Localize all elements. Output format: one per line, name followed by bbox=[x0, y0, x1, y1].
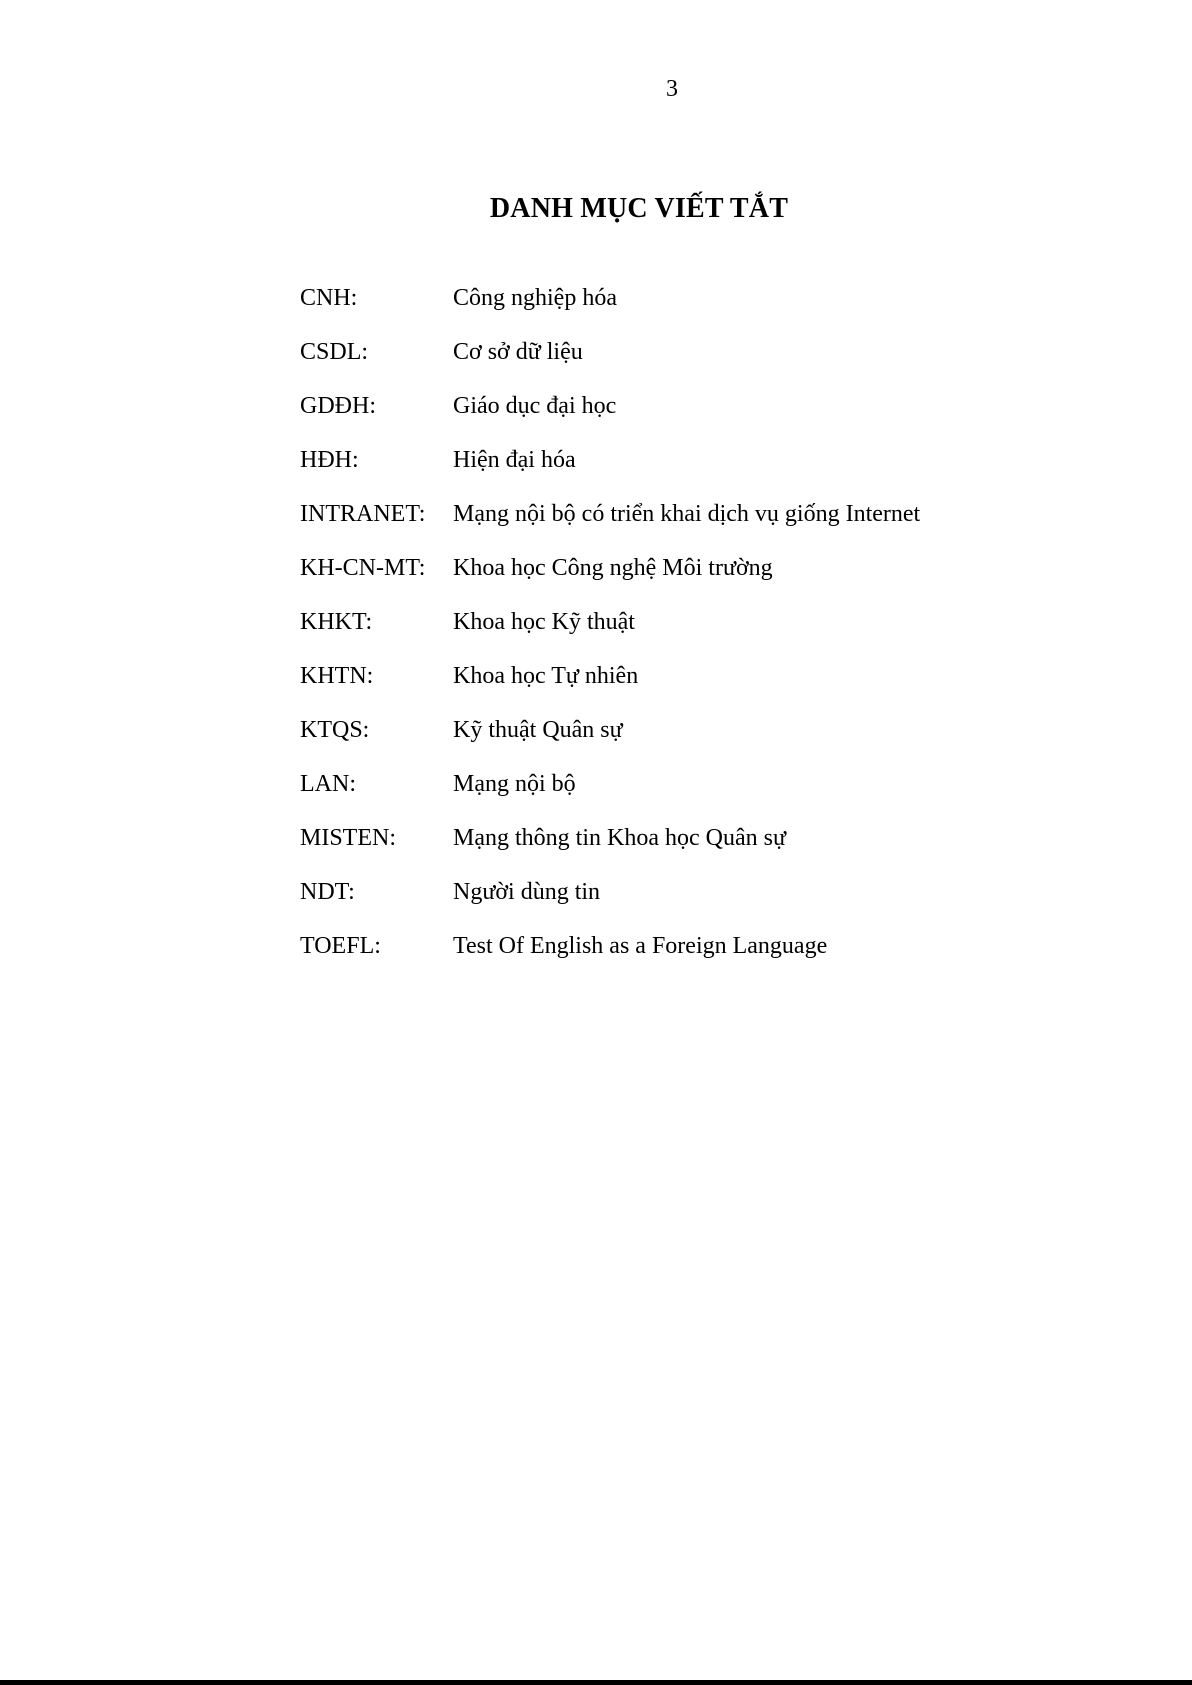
abbreviation-definition: Hiện đại hóa bbox=[453, 447, 576, 473]
abbreviation-definition: Khoa học Tự nhiên bbox=[453, 663, 639, 689]
abbreviation-term: HĐH: bbox=[300, 447, 359, 473]
list-item bbox=[300, 499, 1080, 553]
abbreviation-definition: Test Of English as a Foreign Language bbox=[453, 933, 828, 959]
abbreviation-definition: Cơ sở dữ liệu bbox=[453, 339, 583, 365]
list-item bbox=[300, 877, 1080, 931]
abbreviation-definition: Mạng thông tin Khoa học Quân sự bbox=[453, 825, 786, 851]
abbreviation-term: KTQS: bbox=[300, 717, 370, 743]
abbreviation-term: MISTEN: bbox=[300, 825, 396, 851]
abbreviation-definition: Khoa học Công nghệ Môi trường bbox=[453, 555, 773, 581]
abbreviation-definition: Người dùng tin bbox=[453, 879, 601, 905]
abbreviation-term: NDT: bbox=[300, 879, 355, 905]
list-item bbox=[300, 769, 1080, 823]
abbreviation-list bbox=[300, 283, 1080, 985]
abbreviation-term: CSDL: bbox=[300, 339, 369, 365]
abbreviation-term: CNH: bbox=[300, 285, 358, 311]
list-item bbox=[300, 337, 1080, 391]
abbreviation-definition: Mạng nội bộ có triển khai dịch vụ giống Internet bbox=[453, 501, 921, 527]
abbreviation-term: TOEFL: bbox=[300, 933, 381, 959]
list-item bbox=[300, 715, 1080, 769]
abbreviation-term: LAN: bbox=[300, 771, 356, 797]
list-item bbox=[300, 391, 1080, 445]
abbreviation-term: KHTN: bbox=[300, 663, 374, 689]
list-item bbox=[300, 823, 1080, 877]
abbreviation-definition: Giáo dục đại học bbox=[453, 393, 617, 419]
abbreviation-definition: Công nghiệp hóa bbox=[453, 285, 617, 311]
page-number: 3 bbox=[666, 76, 678, 102]
list-item bbox=[300, 283, 1080, 337]
abbreviation-term: INTRANET: bbox=[300, 501, 426, 527]
page-bottom-border bbox=[0, 1680, 1192, 1685]
list-item bbox=[300, 661, 1080, 715]
abbreviation-term: KH-CN-MT: bbox=[300, 555, 426, 581]
abbreviation-definition: Khoa học Kỹ thuật bbox=[453, 609, 635, 635]
list-item bbox=[300, 607, 1080, 661]
list-item bbox=[300, 445, 1080, 499]
abbreviation-term: KHKT: bbox=[300, 609, 373, 635]
list-item bbox=[300, 553, 1080, 607]
abbreviation-term: GDĐH: bbox=[300, 393, 376, 419]
list-item bbox=[300, 931, 1080, 985]
page-title: DANH MỤC VIẾT TẮT bbox=[489, 193, 789, 224]
abbreviation-definition: Mạng nội bộ bbox=[453, 771, 576, 797]
abbreviation-definition: Kỹ thuật Quân sự bbox=[453, 717, 623, 743]
